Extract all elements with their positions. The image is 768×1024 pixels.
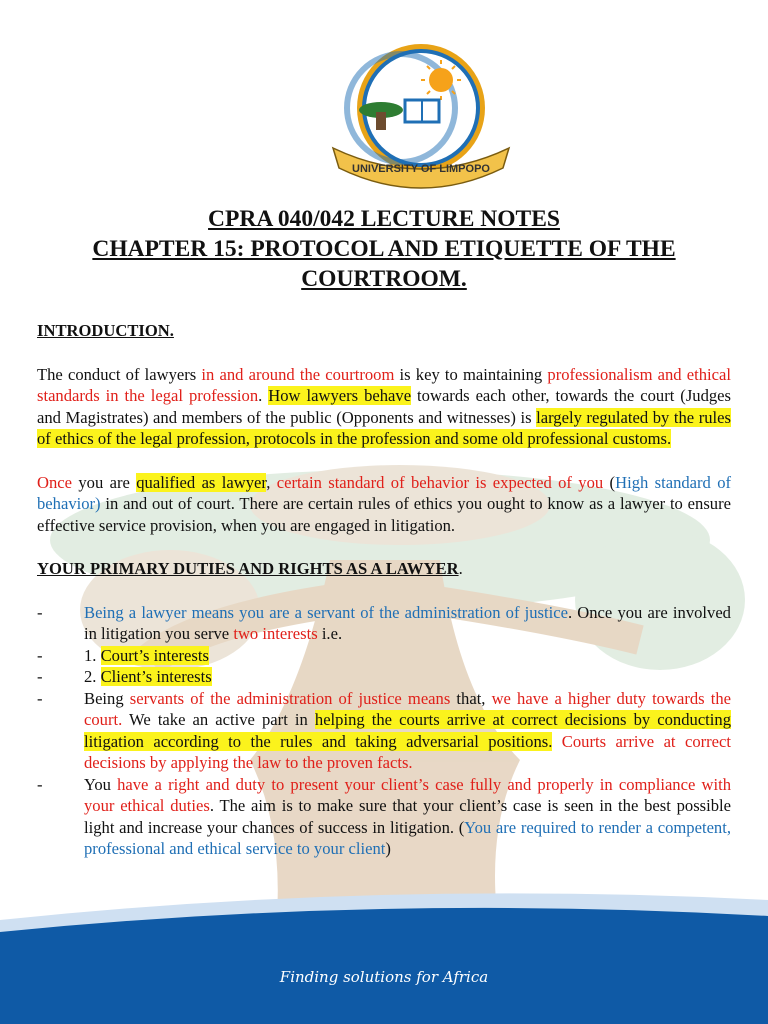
duties-heading-line: YOUR PRIMARY DUTIES AND RIGHTS AS A LAWYER. [37, 559, 463, 578]
title-line-1: CPRA 040/042 LECTURE NOTES [208, 206, 560, 232]
duties-heading: YOUR PRIMARY DUTIES AND RIGHTS AS A LAWYER [37, 559, 459, 578]
list-item: - 2. Client’s interests [37, 667, 212, 686]
introduction-heading: INTRODUCTION. [37, 321, 174, 340]
footer-tagline: Finding solutions for Africa [279, 968, 489, 986]
list-item: - Being servants of the administration of justice means that, we have a higher duty towards the court. We take an active part in helping the courts arrive at correct decisions by conducting litigation according to the rules and taking adversarial positions. Courts arrive at correct decisions by applying the law to the proven facts. [37, 688, 732, 772]
footer-wave [0, 880, 768, 1024]
title-line-2: CHAPTER 15: PROTOCOL AND ETIQUETTE OF THE [92, 236, 676, 262]
intro-paragraph-1: The conduct of lawyers in and around the courtroom is key to maintaining professionalism and ethical standards in the legal profession. How lawyers behave towards each other, towards the court (Judges and Magistrates) and members of the public (Opponents and witnesses) is largely regulated by the rules of ethics of the legal profession, protocols in the profession and some old professional customs. [37, 364, 732, 448]
duties-list [37, 602, 731, 860]
logo-text: UNIVERSITY OF LIMPOPO [352, 163, 490, 175]
intro-paragraph-2: Once you are qualified as lawyer, certain standard of behavior is expected of you (High standard of behavior) in and out of court. There are certain rules of ethics you ought to know as a lawyer to ensure effective service provision, when you are engaged in litigation. [37, 472, 732, 535]
list-item: - Being a lawyer means you are a servant of the administration of justice. Once you are involved in litigation you serve two interests i.e. [37, 602, 731, 643]
list-item: - You have a right and duty to present your client’s case fully and properly in compliance with your ethical duties. The aim is to make sure that your client’s case is seen in the best possible light and increase your chances of success in litigation. (You are required to render a competent, professional and ethical service to your client) [37, 774, 732, 858]
university-logo-icon [321, 40, 521, 190]
title-line-3: COURTROOM. [301, 266, 467, 292]
document-body [37, 320, 731, 860]
document-title [37, 204, 731, 294]
list-item: - 1. Court’s interests [37, 645, 209, 665]
